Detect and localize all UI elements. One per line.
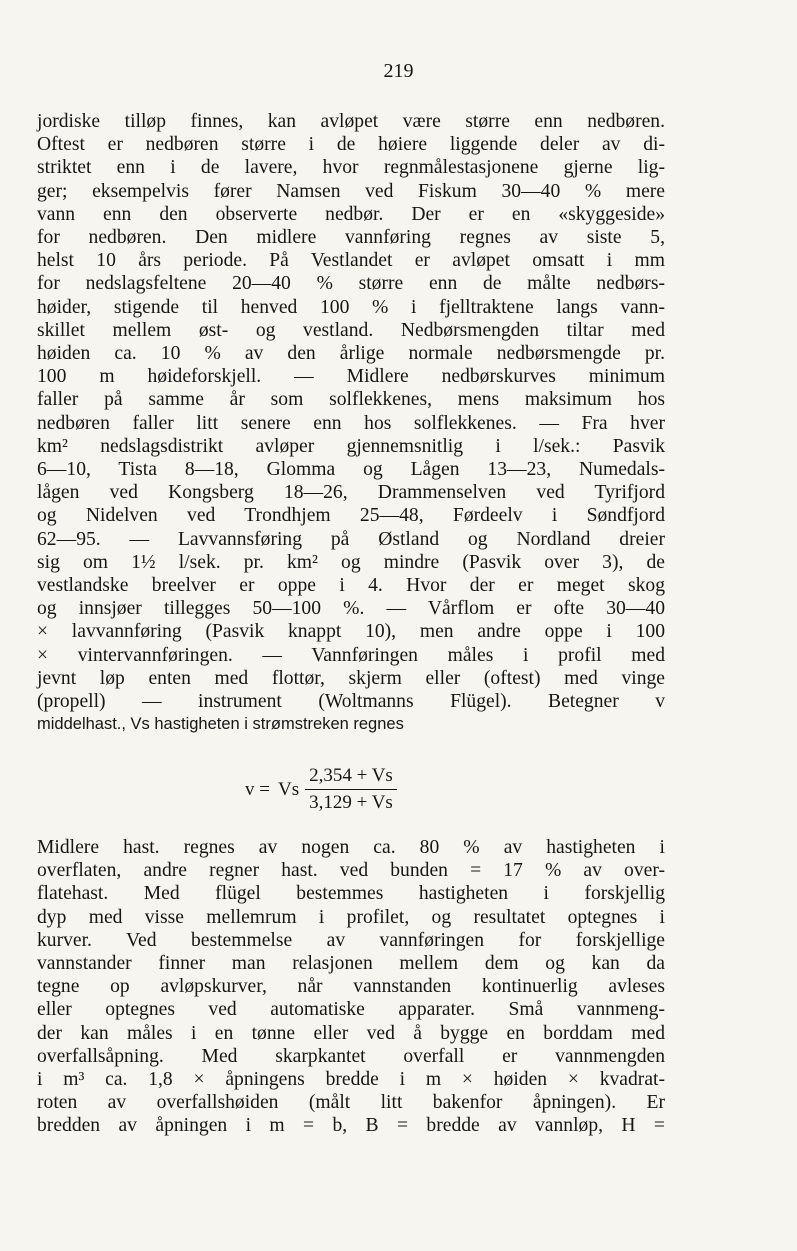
text-line: der kan måles i en tønne eller ved å bygge en borddam med [37, 1022, 665, 1044]
text-line: høiden ca. 10 % av den årlige normale nedbørsmengde pr. [37, 343, 665, 365]
text-line: vestlandske breelver er oppe i 4. Hvor der er meget skog [37, 575, 665, 597]
text-line: roten av overfallshøiden (målt litt bakenfor åpningen). Er [37, 1092, 665, 1114]
text-line: i m³ ca. 1,8 × åpningens bredde i m × høiden × kvadrat- [37, 1069, 665, 1091]
text-line: og Nidelven ved Trondhjem 25—48, Førdeelv i Søndfjord [37, 505, 665, 527]
text-line: × lavvannføring (Pasvik knappt 10), men andre oppe i 100 [37, 621, 665, 643]
text-line: bredden av åpningen i m = b, B = bredde av vannløp, H = [37, 1115, 665, 1137]
text-line: helst 10 års periode. På Vestlandet er avløpet omsatt i mm [37, 250, 665, 272]
text-line: Oftest er nedbøren større i de høiere liggende deler av di- [37, 134, 665, 156]
text-line: lågen ved Kongsberg 18—26, Drammenselven ved Tyrifjord [37, 482, 665, 504]
text-line: overfallsåpning. Med skarpkantet overfall er vannmengden [37, 1045, 665, 1067]
page-number: 219 [383, 60, 414, 82]
text-line: 62—95. — Lavvannsføring på Østland og Nordland dreier [37, 528, 665, 550]
text-line: vann enn den observerte nedbør. Der er en «skyggeside» [37, 203, 665, 225]
formula-fraction [305, 765, 397, 814]
formula-vs: Vs [277, 778, 300, 800]
text-line: faller på samme år som solflekkenes, mens maksimum hos [37, 389, 665, 411]
text-line: jevnt løp enten med flottør, skjerm eller (oftest) med vinge [37, 667, 665, 689]
text-line: og innsjøer tillegges 50—100 %. — Vårflom er ofte 30—40 [37, 598, 665, 620]
formula-numerator: 2,354 + Vs [305, 765, 397, 790]
paragraph-1 [37, 110, 665, 736]
text-line: kurver. Ved bestemmelse av vannføringen for forskjellige [37, 929, 665, 951]
text-line: for nedbøren. Den midlere vannføring regnes av siste 5, [37, 227, 665, 249]
text-line: 100 m høideforskjell. — Midlere nedbørskurves minimum [37, 366, 665, 388]
text-line: flatehast. Med flügel bestemmes hastigheten i forskjellig [37, 883, 665, 905]
text-line: km² nedslagsdistrikt avløper gjennemsnitlig i l/sek.: Pasvik [37, 435, 665, 457]
velocity-formula [245, 765, 397, 814]
paragraph-2 [37, 836, 665, 1138]
text-line: nedbøren faller litt senere enn hos solflekkenes. — Fra hver [37, 412, 665, 434]
text-line: skillet mellem øst- og vestland. Nedbørsmengden tiltar med [37, 319, 665, 341]
text-line: middelhast., Vs hastigheten i strømstreken regnes [37, 715, 404, 734]
text-line: overflaten, andre regner hast. ved bunden = 17 % av over- [37, 860, 665, 882]
text-line: tegne op avløpskurver, når vannstanden kontinuerlig avleses [37, 976, 665, 998]
text-line: × vintervannføringen. — Vannføringen måles i profil med [37, 644, 665, 666]
formula-lhs: v = [245, 778, 270, 800]
text-line: jordiske tilløp finnes, kan avløpet være større enn nedbøren. [37, 111, 665, 132]
text-line: (propell) — instrument (Woltmanns Flügel). Betegner v [37, 691, 665, 713]
text-line: ger; eksempelvis fører Namsen ved Fiskum 30—40 % mere [37, 180, 665, 202]
text-line: eller optegnes ved automatiske apparater. Små vannmeng- [37, 999, 665, 1021]
text-line: sig om 1½ l/sek. pr. km² og mindre (Pasvik over 3), de [37, 551, 665, 573]
text-line: Midlere hast. regnes av nogen ca. 80 % av hastigheten i [37, 837, 665, 858]
text-line: høider, stigende til henved 100 % i fjelltraktene langs vann- [37, 296, 665, 318]
formula-denominator: 3,129 + Vs [309, 792, 393, 813]
text-line: for nedslagsfeltene 20—40 % større enn de målte nedbørs- [37, 273, 665, 295]
text-line: striktet enn i de lavere, hvor regnmålestasjonene gjerne lig- [37, 157, 665, 179]
text-line: 6—10, Tista 8—18, Glomma og Lågen 13—23, Numedals- [37, 459, 665, 481]
text-line: dyp med visse mellemrum i profilet, og resultatet optegnes i [37, 906, 665, 928]
text-line: vannstander finner man relasjonen mellem dem og kan da [37, 953, 665, 975]
